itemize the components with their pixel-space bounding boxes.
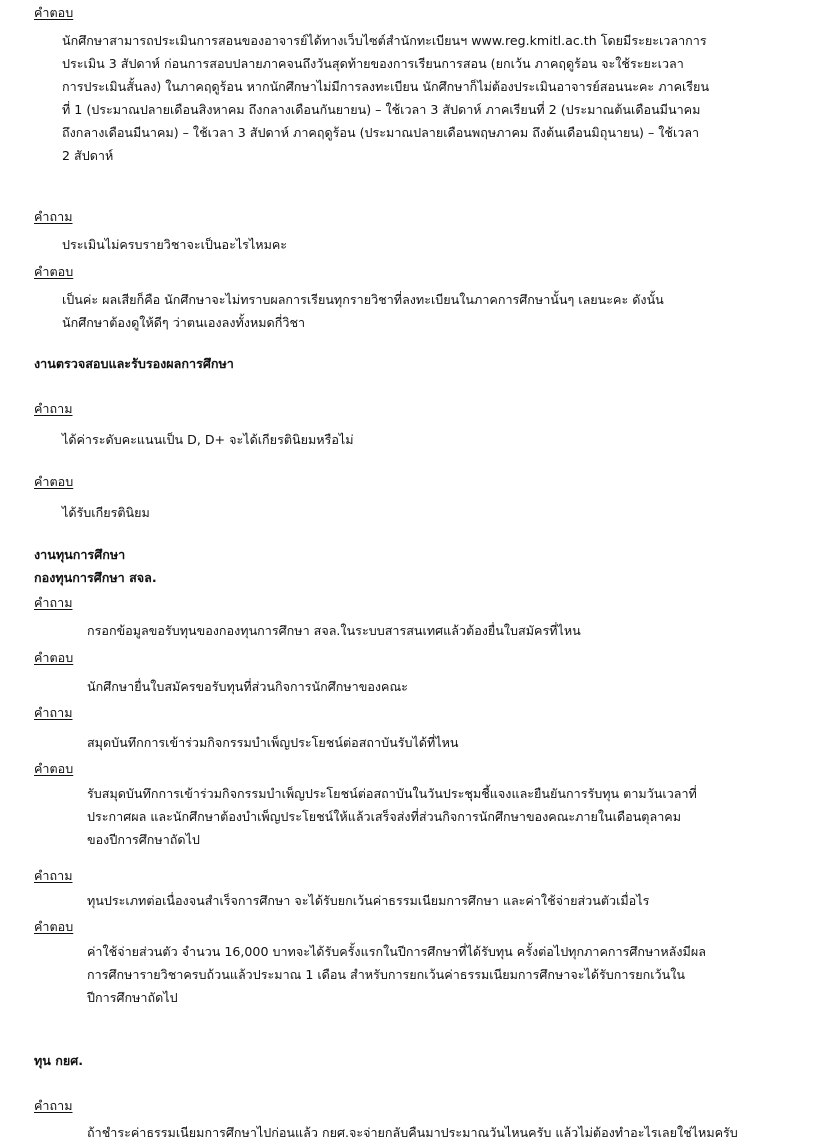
question-label: คำถาม (34, 868, 73, 883)
answer-label: คำตอบ (34, 919, 74, 934)
section-heading-grade-verification: งานตรวจสอบและรับรองผลการศึกษา (34, 356, 234, 371)
section-subheading-kmitl-fund: กองทุนการศึกษา สจล. (34, 570, 157, 585)
answer-text (87, 940, 787, 1009)
question-label: คำถาม (34, 705, 73, 720)
answer-text: นักศึกษายื่นใบสมัครขอรับทุนที่ส่วนกิจการนักศึกษาของคณะ (87, 679, 408, 694)
section-heading-scholarship: งานทุนการศึกษา (34, 547, 126, 562)
answer-line: ค่าใช้จ่ายส่วนตัว จำนวน 16,000 บาทจะได้รับครั้งแรกในปีการศึกษาที่ได้รับทุน ครั้งต่อไปทุกภาคการศึกษาหลังมีผล (87, 944, 706, 959)
answer-text (62, 288, 802, 334)
question-text: ถ้าชำระค่าธรรมเนียมการศึกษาไปก่อนแล้ว กยศ.จะจ่ายกลับคืนมาประมาณวันไหนครับ แล้วไม่ต้องทำอะไรเลยใช่ไหมครับ (87, 1125, 738, 1140)
answer-line: ปีการศึกษาถัดไป (87, 990, 178, 1005)
answer-line: การศึกษารายวิชาครบถ้วนแล้วประมาณ 1 เดือน สำหรับการยกเว้นค่าธรรมเนียมการศึกษาจะได้รับการยกเว้นใน (87, 967, 685, 982)
question-label: คำถาม (34, 401, 73, 416)
answer-line: 2 สัปดาห์ (62, 148, 114, 163)
answer-line: เป็นค่ะ ผลเสียก็คือ นักศึกษาจะไม่ทราบผลการเรียนทุกรายวิชาที่ลงทะเบียนในภาคการศึกษานั้นๆ เลยนะคะ ดังนั้น (62, 292, 664, 307)
answer-label: คำตอบ (34, 5, 74, 20)
question-text: สมุดบันทึกการเข้าร่วมกิจกรรมบำเพ็ญประโยชน์ต่อสถาบันรับได้ที่ไหน (87, 735, 459, 750)
question-text: ได้ค่าระดับคะแนนเป็น D, D+ จะได้เกียรตินิยมหรือไม่ (62, 432, 354, 447)
answer-text (62, 29, 802, 167)
section-heading-student-loan: ทุน กยศ. (34, 1053, 84, 1068)
answer-text: ได้รับเกียรตินิยม (62, 505, 150, 520)
answer-label: คำตอบ (34, 650, 74, 665)
question-label: คำถาม (34, 595, 73, 610)
answer-line: รับสมุดบันทึกการเข้าร่วมกิจกรรมบำเพ็ญประโยชน์ต่อสถาบันในวันประชุมชี้แจงและยืนยันการรับทุน ตามวันเวลาที่ (87, 786, 697, 801)
question-text: ทุนประเภทต่อเนื่องจนสำเร็จการศึกษา จะได้รับยกเว้นค่าธรรมเนียมการศึกษา และค่าใช้จ่ายส่วนตัวเมื่อไร (87, 893, 650, 908)
answer-label: คำตอบ (34, 474, 74, 489)
question-label: คำถาม (34, 1098, 73, 1113)
question-text: กรอกข้อมูลขอรับทุนของกองทุนการศึกษา สจล.ในระบบสารสนเทศแล้วต้องยื่นใบสมัครที่ไหน (87, 623, 581, 638)
answer-text (87, 782, 787, 851)
answer-line: การประเมินสั้นลง) ในภาคฤดูร้อน หากนักศึกษาไม่มีการลงทะเบียน นักศึกษาก็ไม่ต้องประเมินอาจารย์สอนนะคะ ภาคเรียน (62, 79, 710, 94)
answer-label: คำตอบ (34, 264, 74, 279)
answer-line: ของปีการศึกษาถัดไป (87, 832, 200, 847)
answer-line: ที่ 1 (ประมาณปลายเดือนสิงหาคม ถึงกลางเดือนกันยายน) – ใช้เวลา 3 สัปดาห์ ภาคเรียนที่ 2 (ประมาณต้นเดือนมีนาคม (62, 102, 701, 117)
answer-line: นักศึกษาสามารถประเมินการสอนของอาจารย์ได้ทางเว็บไซต์สำนักทะเบียนฯ www.reg.kmitl.ac.th โดยมีระยะเวลาการ (62, 33, 707, 48)
question-text: ประเมินไม่ครบรายวิชาจะเป็นอะไรไหมคะ (62, 237, 288, 252)
answer-line: ประเมิน 3 สัปดาห์ ก่อนการสอบปลายภาคจนถึงวันสุดท้ายของการเรียนการสอน (ยกเว้น ภาคฤดูร้อน จะใช้ระยะเวลา (62, 56, 684, 71)
answer-line: ถึงกลางเดือนมีนาคม) – ใช้เวลา 3 สัปดาห์ ภาคฤดูร้อน (ประมาณปลายเดือนพฤษภาคม ถึงต้นเดือนมิถุนายน) – ใช้เวลา (62, 125, 700, 140)
answer-line: ประกาศผล และนักศึกษาต้องบำเพ็ญประโยชน์ให้แล้วเสร็จส่งที่ส่วนกิจการนักศึกษาของคณะภายในเดือนตุลาคม (87, 809, 681, 824)
question-label: คำถาม (34, 209, 73, 224)
answer-line: นักศึกษาต้องดูให้ดีๆ ว่าตนเองลงทั้งหมดกี่วิชา (62, 315, 306, 330)
answer-label: คำตอบ (34, 761, 74, 776)
